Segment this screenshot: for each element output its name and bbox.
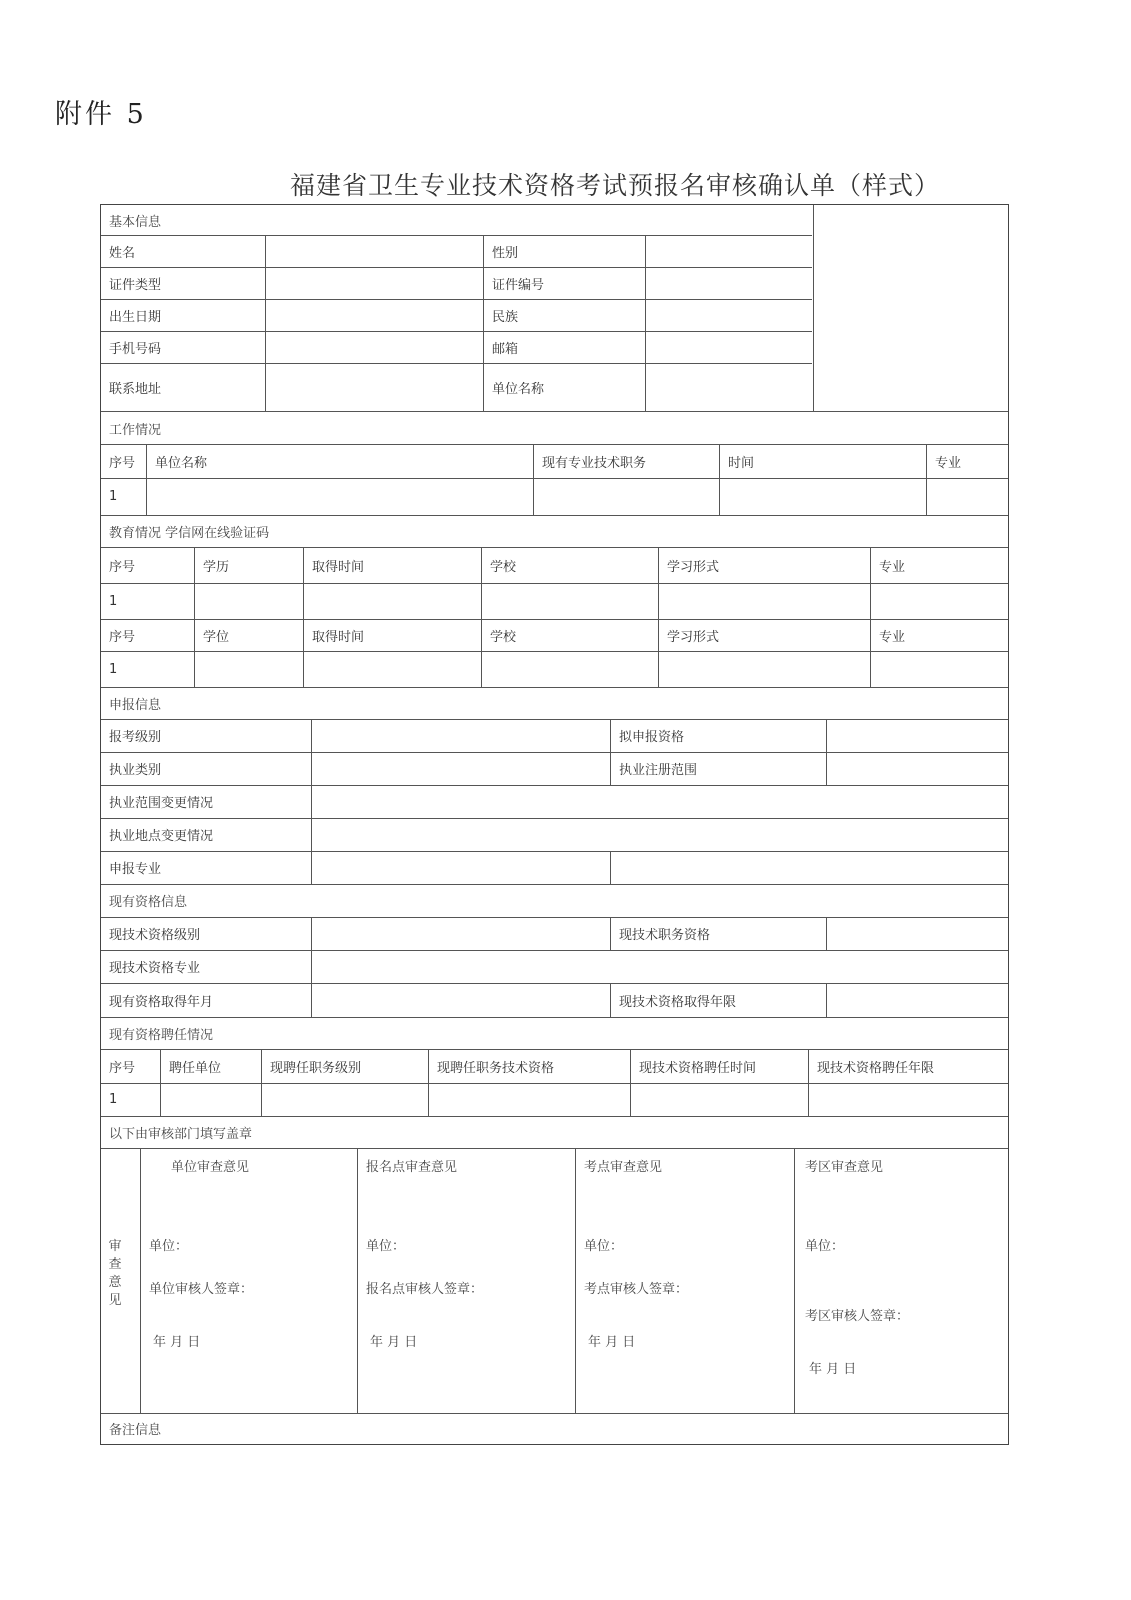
education-header-row-2 bbox=[101, 619, 1008, 652]
hire-header-employer: 聘任单位 bbox=[161, 1049, 262, 1083]
gender-value[interactable] bbox=[646, 235, 813, 267]
confirmation-form bbox=[100, 204, 1009, 1445]
edu-header-school: 学校 bbox=[482, 547, 659, 583]
name-value[interactable] bbox=[266, 235, 484, 267]
review-col2-date: 年 月 日 bbox=[370, 1335, 418, 1350]
review-section-title: 以下由审核部门填写盖章 bbox=[109, 1126, 253, 1142]
qualification-value[interactable] bbox=[827, 719, 1009, 752]
hire-header-time: 现技术资格聘任时间 bbox=[631, 1049, 809, 1083]
location-change-row bbox=[101, 818, 1008, 852]
edu2-date-value[interactable] bbox=[304, 651, 482, 687]
photo-box bbox=[813, 205, 1009, 411]
education-row-2 bbox=[101, 651, 1008, 688]
edu2-degree-value[interactable] bbox=[195, 651, 304, 687]
work-header-row bbox=[101, 444, 1008, 479]
review-col2-signer: 报名点审核人签章： bbox=[366, 1282, 484, 1297]
review-col4-date: 年 月 日 bbox=[809, 1362, 857, 1377]
review-col1-unit: 单位： bbox=[149, 1239, 189, 1254]
tech-level-row bbox=[101, 917, 1008, 951]
edu2-row-index: 1 bbox=[101, 651, 195, 687]
obtained-row bbox=[101, 983, 1008, 1018]
obtained-years-label: 现技术资格取得年限 bbox=[611, 983, 827, 1017]
review-col1-signer: 单位审核人签章： bbox=[149, 1282, 254, 1297]
edu-row-index: 1 bbox=[101, 583, 195, 619]
scope-change-label: 执业范围变更情况 bbox=[101, 785, 312, 818]
birth-date-value[interactable] bbox=[266, 299, 484, 331]
specialty-label: 申报专业 bbox=[101, 851, 312, 884]
review-column-exam-site[interactable] bbox=[576, 1148, 795, 1413]
edu2-mode-value[interactable] bbox=[659, 651, 871, 687]
hire-row-1 bbox=[101, 1083, 1008, 1117]
id-row bbox=[101, 267, 812, 300]
basic-section-row bbox=[101, 205, 812, 236]
location-change-label: 执业地点变更情况 bbox=[101, 818, 312, 851]
name-label: 姓名 bbox=[101, 235, 266, 267]
edu-header-date: 取得时间 bbox=[304, 547, 482, 583]
id-type-value[interactable] bbox=[266, 267, 484, 299]
edu-school-value[interactable] bbox=[482, 583, 659, 619]
current-section-row bbox=[101, 884, 1008, 918]
location-change-value[interactable] bbox=[312, 818, 1009, 851]
current-section-title: 现有资格信息 bbox=[109, 895, 188, 910]
practice-type-value[interactable] bbox=[312, 752, 611, 785]
exam-level-value[interactable] bbox=[312, 719, 611, 752]
review-col1-title: 单位审查意见 bbox=[171, 1160, 250, 1175]
scope-change-value[interactable] bbox=[312, 785, 1009, 818]
tech-post-label: 现技术职务资格 bbox=[611, 917, 827, 950]
email-value[interactable] bbox=[646, 331, 813, 363]
review-side-cell bbox=[101, 1148, 141, 1413]
specialty-row bbox=[101, 851, 1008, 885]
employer-value[interactable] bbox=[646, 363, 813, 411]
hire-section-title: 现有资格聘任情况 bbox=[109, 1027, 214, 1043]
review-col4-unit: 单位： bbox=[805, 1239, 845, 1254]
tech-specialty-label: 现技术资格专业 bbox=[101, 950, 312, 983]
qualification-label: 拟申报资格 bbox=[611, 719, 827, 752]
hire-qualification-value[interactable] bbox=[429, 1083, 631, 1116]
review-col4-title: 考区审查意见 bbox=[805, 1160, 884, 1175]
hire-header-years: 现技术资格聘任年限 bbox=[817, 1060, 935, 1076]
review-col3-title: 考点审查意见 bbox=[584, 1160, 663, 1175]
work-header-specialty: 专业 bbox=[935, 455, 962, 471]
work-row-1 bbox=[101, 478, 1008, 516]
hire-row-index: 1 bbox=[101, 1083, 161, 1116]
hire-header-row bbox=[101, 1049, 1008, 1084]
ethnicity-value[interactable] bbox=[646, 299, 813, 331]
edu2-header-school: 学校 bbox=[482, 619, 659, 651]
edu-header-mode: 学习形式 bbox=[659, 547, 871, 583]
edu2-header-date: 取得时间 bbox=[304, 619, 482, 651]
edu2-header-degree: 学位 bbox=[195, 619, 304, 651]
phone-value[interactable] bbox=[266, 331, 484, 363]
work-header-index: 序号 bbox=[101, 444, 147, 478]
obtained-date-value[interactable] bbox=[312, 983, 611, 1017]
practice-type-label: 执业类别 bbox=[101, 752, 312, 785]
review-column-registration[interactable] bbox=[358, 1148, 576, 1413]
work-post-value[interactable] bbox=[534, 478, 720, 515]
remarks-row bbox=[101, 1413, 1008, 1444]
work-header-employer: 单位名称 bbox=[147, 444, 534, 478]
work-header-post: 现有专业技术职务 bbox=[534, 444, 720, 478]
tech-level-label: 现技术资格级别 bbox=[101, 917, 312, 950]
review-col3-unit: 单位： bbox=[584, 1239, 624, 1254]
hire-section-row bbox=[101, 1017, 1008, 1050]
ethnicity-label: 民族 bbox=[484, 299, 646, 331]
work-specialty-value[interactable] bbox=[927, 478, 1009, 515]
review-column-exam-district[interactable] bbox=[795, 1148, 1009, 1413]
name-row bbox=[101, 235, 812, 268]
edu-header-index: 序号 bbox=[101, 547, 195, 583]
edu-degree-value[interactable] bbox=[195, 583, 304, 619]
id-number-value[interactable] bbox=[646, 267, 813, 299]
form-title: 福建省卫生专业技术资格考试预报名审核确认单（样式） bbox=[289, 171, 940, 200]
application-section-title: 申报信息 bbox=[109, 697, 162, 713]
obtained-date-label: 现有资格取得年月 bbox=[101, 983, 312, 1017]
phone-row bbox=[101, 331, 812, 364]
tech-post-value[interactable] bbox=[827, 917, 1009, 950]
birth-date-label: 出生日期 bbox=[101, 299, 266, 331]
work-time-value[interactable] bbox=[720, 478, 927, 515]
edu2-header-specialty: 专业 bbox=[879, 629, 906, 645]
education-section-title: 教育情况 学信网在线验证码 bbox=[109, 525, 270, 541]
edu-header-degree: 学历 bbox=[195, 547, 304, 583]
work-section-row bbox=[101, 412, 1008, 445]
work-section-title: 工作情况 bbox=[109, 422, 162, 438]
practice-type-row bbox=[101, 752, 1008, 786]
hire-time-value[interactable] bbox=[631, 1083, 809, 1116]
education-header-row-1 bbox=[101, 547, 1008, 584]
review-side-label: 审查意见 bbox=[108, 1239, 122, 1308]
review-col1-date: 年 月 日 bbox=[153, 1335, 201, 1350]
review-section-row bbox=[101, 1116, 1008, 1149]
hire-header-qualification: 现聘任职务技术资格 bbox=[429, 1049, 631, 1083]
birth-row bbox=[101, 299, 812, 332]
application-section-row bbox=[101, 687, 1008, 720]
id-type-label: 证件类型 bbox=[101, 267, 266, 299]
review-col4-signer: 考区审核人签章： bbox=[805, 1309, 910, 1324]
remarks-label: 备注信息 bbox=[109, 1423, 162, 1438]
tech-level-value[interactable] bbox=[312, 917, 611, 950]
tech-specialty-value[interactable] bbox=[312, 950, 1009, 983]
exam-level-row bbox=[101, 719, 1008, 753]
hire-level-value[interactable] bbox=[262, 1083, 429, 1116]
address-row bbox=[101, 363, 812, 411]
edu-mode-value[interactable] bbox=[659, 583, 871, 619]
gender-label: 性别 bbox=[484, 235, 646, 267]
edu2-header-index: 序号 bbox=[101, 619, 195, 651]
address-value[interactable] bbox=[266, 363, 484, 411]
email-label: 邮箱 bbox=[484, 331, 646, 363]
exam-level-label: 报考级别 bbox=[101, 719, 312, 752]
work-employer-value[interactable] bbox=[147, 478, 534, 515]
id-number-label: 证件编号 bbox=[484, 267, 646, 299]
edu-header-specialty: 专业 bbox=[879, 559, 906, 575]
hire-header-level: 现聘任职务级别 bbox=[262, 1049, 429, 1083]
review-col3-date: 年 月 日 bbox=[588, 1335, 636, 1350]
practice-scope-value[interactable] bbox=[827, 752, 1009, 785]
education-section-row bbox=[101, 515, 1008, 548]
hire-employer-value[interactable] bbox=[161, 1083, 262, 1116]
specialty-value[interactable] bbox=[312, 851, 611, 884]
phone-label: 手机号码 bbox=[101, 331, 266, 363]
edu-specialty-value[interactable] bbox=[871, 583, 1009, 619]
review-column-unit[interactable] bbox=[141, 1148, 358, 1413]
employer-label: 单位名称 bbox=[484, 363, 646, 411]
scope-change-row bbox=[101, 785, 1008, 819]
review-col2-title: 报名点审查意见 bbox=[366, 1160, 458, 1175]
hire-years-value[interactable] bbox=[809, 1083, 1009, 1116]
work-header-time: 时间 bbox=[720, 444, 927, 478]
tech-specialty-row bbox=[101, 950, 1008, 984]
review-block bbox=[101, 1148, 1008, 1414]
edu2-header-mode: 学习形式 bbox=[659, 619, 871, 651]
education-row-1 bbox=[101, 583, 1008, 620]
address-label: 联系地址 bbox=[101, 363, 266, 411]
review-col3-signer: 考点审核人签章： bbox=[584, 1282, 689, 1297]
review-col2-unit: 单位： bbox=[366, 1239, 406, 1254]
obtained-years-value[interactable] bbox=[827, 983, 1009, 1017]
hire-header-index: 序号 bbox=[101, 1049, 161, 1083]
specialty-extra-value[interactable] bbox=[611, 851, 1009, 884]
basic-section-title: 基本信息 bbox=[109, 214, 162, 230]
edu-date-value[interactable] bbox=[304, 583, 482, 619]
attachment-label: 附件 5 bbox=[55, 99, 147, 130]
work-row-index: 1 bbox=[101, 478, 147, 515]
edu2-school-value[interactable] bbox=[482, 651, 659, 687]
practice-scope-label: 执业注册范围 bbox=[611, 752, 827, 785]
edu2-specialty-value[interactable] bbox=[871, 651, 1009, 687]
